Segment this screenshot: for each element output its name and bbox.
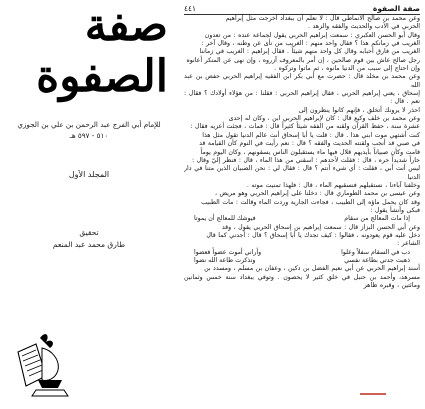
body-text (184, 15, 420, 403)
text-line: حاراً شديداً حره ، قال : فقلت لأحدهم : اسقني من هذا الماء ، قال : فنظر إليّ وقال : (192, 156, 420, 164)
text-line: الغريب من فارق أحبابه وقال كل واحد منهم شيئاً . فقال إبراهيم : الغريب في زماننا (199, 48, 420, 56)
lamp-logo-icon (12, 330, 72, 400)
poem-hemistich: فيوشك للمعالج أن يموتا (194, 215, 256, 223)
text-line: وعن محمد بن صالح الأنماطي قال : لا نعلم أن ببغداد أخرجت مثل إبراهيم (225, 15, 420, 22)
text-line: قامت وكأن صبياناً بأيديهم قلال فيها ماء يستقبلون الناس يسقونهم ، وكان اليوم يوماً (200, 148, 420, 156)
text-line: كنت أشتهي موت ابني هذا . قال : قلت يا أبا إسحاق أنت عالم الدنيا تقول مثل هذا (202, 131, 420, 139)
title-page (0, 0, 178, 409)
text-line: وإن احتاج إلى سبب من الدنيا مانوه ، ثم ماتوا وتركوه . (274, 65, 420, 73)
text-line: مسرهد، وأحمد بن حنبل في خلق كثير لا يحصون . وتوفي ببغداد سنة خمس وثمانين ومائتين ، وقبره ظاهر (184, 273, 420, 289)
text-line: أسند إبراهيم الحربي عن أبي نعيم الفضل بن دكين ، وعفان بن مسلم ، ومسدد بن (204, 265, 420, 273)
header-title: صفة الصفوة (372, 3, 420, 13)
text-line: رجل صالح عاش بين قوم صالحين ، إن أمر بالمعروف آزروه ، وإن نهى عن المنكر أعانوه (186, 56, 420, 64)
text-line: وعن عيسى بن محمد الطوماري قال : دخلنا على إبراهيم الحربي وهو مريض ، (214, 190, 420, 198)
author-dates: ٥١٠ - ٥٩٧ هـ (69, 131, 109, 140)
page-header (184, 2, 420, 15)
poem-hemistich: ذهبت جدتي بطاعة نفسي (344, 256, 410, 264)
poem-hemistich: دب في السقام سفلاً وعلوا (341, 248, 410, 256)
text-line: دخل عليه قوم يعودونه ، فقالوا : كيف تجدك يا أبا إسحاق ؟ قال : أجدني كما قال (206, 231, 420, 239)
book-title: صفة الصفوة (36, 0, 168, 102)
text-line: الغريب في زمانكم هذا ؟ فقال واحد منهم : الغريب من نأى عن وطنه ، وقال آخر : (201, 40, 420, 48)
text-line: وعن محمد بن مخلد قال : حضرت مع أبي بكر ابن الفقيه إبراهيم الحربي حفص بن عبد الله (184, 73, 420, 89)
text-line: الحربي في الأدب والحديث والفقه والزهد . (307, 23, 420, 31)
red-underline-mark (360, 393, 386, 395)
volume-label: المجلد الأول (68, 170, 110, 179)
editor-label: تحقيق (79, 228, 99, 237)
text-line: ليس أنت أبي ، فقلت : أي شيء أنتم ؟ قال : فقال لي : نحن الصبيان الذين متنا في دار الدنيا (184, 165, 420, 181)
poem-hemistich: وأراني أموت عضواً فعضوا (194, 248, 262, 256)
poem-hemistich: إذا مات المعالج من سقام (344, 215, 410, 223)
text-line: في صبي قد أنجب ولقنته الحديث والفقه ؟ قال : نعم رأيت في النوم كأن القيامة قد (199, 140, 420, 148)
text-line: وعن محمد بن خلف وكيع قال : كان لإبراهيم الحربي ابن ، وكان له إحدى (228, 115, 420, 123)
editor-name: طارق محمد عبد المنعم (52, 240, 126, 249)
text-line: احذر لا يرونك أتخلق ، فإنهم كانوا ينظرون إلى (298, 106, 420, 114)
text-line: عشرة سنة ، حفظ القرآن ولقنه من الفقه شيئاً كثيراً قال : فمات ، فجئت أعزيه فقال : (190, 123, 420, 131)
poem-verse (184, 215, 420, 223)
text-line: وقد كان يحمل ماؤه إلى الطبيب ، فجاءت الجارية وردت الماء وقالت : مات الطبيب (201, 198, 420, 206)
text-line: وقال أبو الحسن العكبري : سمعت إبراهيم الحربي يقول لجماعة عنده : من تعدون (204, 31, 420, 39)
text-line: وعن أبي الحسن البزاز قال : سمعت إبراهيم بن إسحاق الحربي يقول ، وقد (221, 223, 420, 231)
text-line: الشاعر : (397, 240, 420, 248)
poem-verse (184, 249, 420, 257)
text-line: وخلفنا آباءنا ، نستقبلهم فنسقيهم الماء ، قال : فلهذا تمنيت موته . (246, 181, 420, 189)
text-line: إسحاق ، يعني إبراهيم الحربي ، فقال إبراهيم الحربي : فقلنا : من هؤلاء أولادك ؟ فقال : نعم . قال : (184, 90, 420, 106)
author-line-1: للإمام أبي الفرج عبد الرحمن بن علي بن الجوزي (17, 120, 161, 129)
poem-hemistich: وتذكرت طاعة الله نضوا (194, 256, 256, 264)
header-page-number: ٤٤١ (184, 3, 197, 13)
text-line: فبكى وأنشأ يقول : (370, 206, 420, 214)
